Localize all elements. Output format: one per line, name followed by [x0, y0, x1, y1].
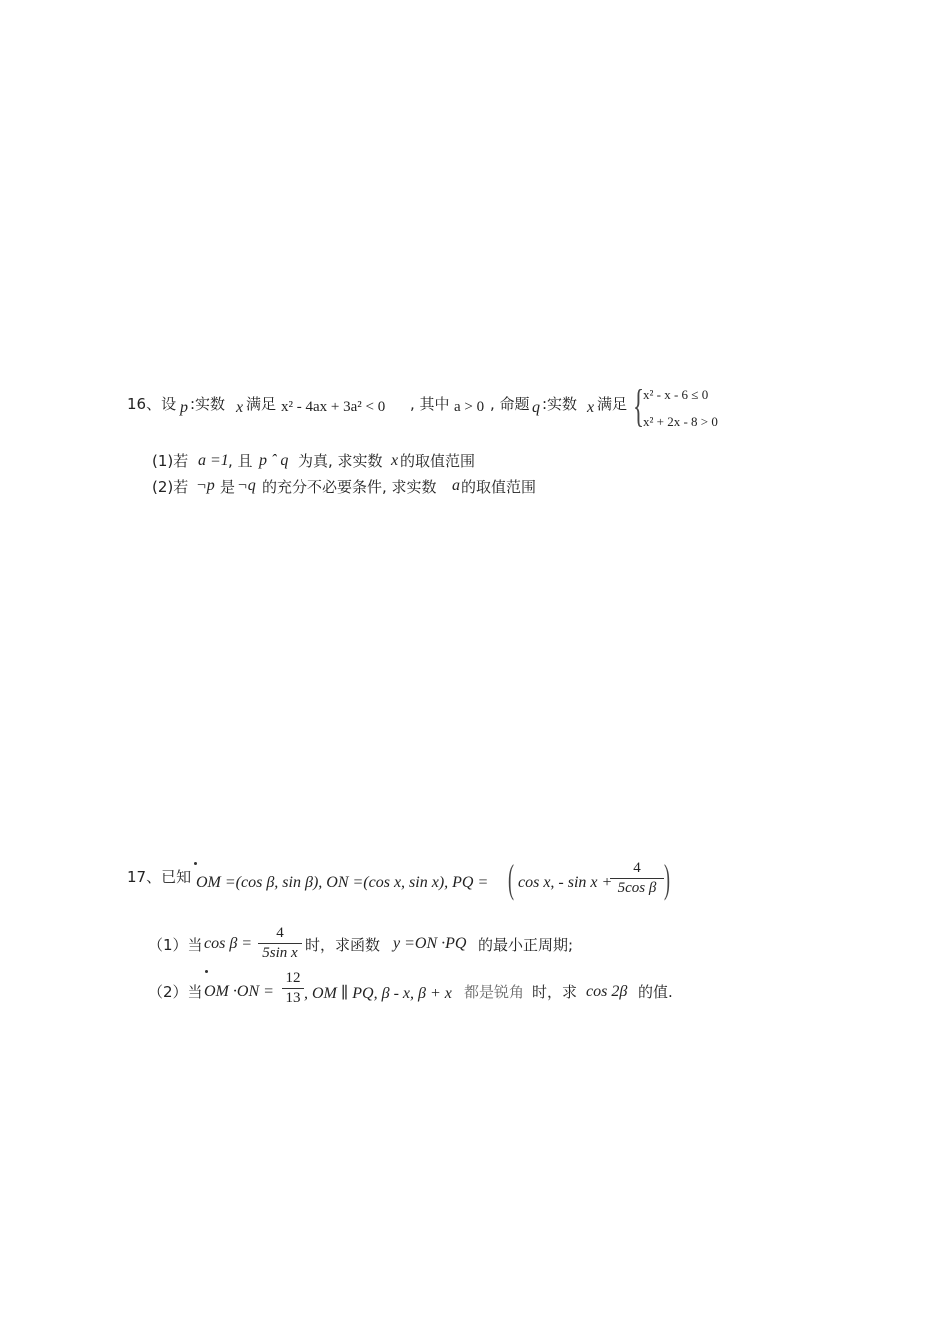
part-2-cos-2beta: cos 2β	[586, 983, 628, 1000]
part-1-prefix: (1)若	[152, 452, 189, 470]
pq-fraction-denominator: 5cos β	[617, 880, 657, 896]
part-1-mid: , 且	[228, 452, 253, 470]
part-1-cos-beta: cos β =	[204, 935, 253, 952]
part-2-a: a	[452, 477, 460, 494]
right-paren: )	[664, 856, 670, 901]
inequality-p: x² - 4ax + 3a² < 0	[281, 399, 386, 415]
part-2-not-q: ¬q	[237, 477, 256, 494]
vector-arrow-mark-2	[205, 970, 208, 973]
left-paren: (	[508, 856, 514, 901]
problem-17-number: 17、已知	[127, 868, 192, 886]
part-2-fraction-numerator: 12	[282, 970, 304, 989]
part-2-conditions: , OM ∥ PQ, β - x, β + x	[304, 985, 452, 1002]
var-q: q	[532, 399, 540, 416]
part-1-suffix: 为真, 求实数	[298, 452, 383, 470]
part-2-mid: 是	[220, 478, 236, 496]
text-manzu-2: 满足	[597, 395, 628, 413]
part-2-prefix: (2)若	[152, 478, 189, 496]
system-line-2: x² + 2x - 8 > 0	[643, 414, 718, 429]
part-1-mid-17: 时，求函数	[305, 936, 381, 954]
part-1-a: a =1	[198, 452, 229, 469]
part-1-fraction	[258, 925, 302, 962]
part-2-mid-17: 时，求	[532, 983, 578, 1001]
pq-fraction	[610, 860, 664, 897]
part-1-fraction-numerator: 4	[258, 925, 302, 944]
part-1-function: y =ON ·PQ	[393, 935, 467, 952]
part-2-end: 的取值范围	[461, 478, 537, 496]
part-2-suffix: 的充分不必要条件, 求实数	[262, 478, 437, 496]
pq-fraction-numerator: 4	[610, 860, 664, 879]
part-2-prefix-17: （2）当	[148, 983, 203, 1001]
pq-vector-components: cos x, - sin x +	[518, 874, 613, 891]
part-2-fraction-denominator: 13	[285, 990, 301, 1006]
part-1-end: 的取值范围	[400, 452, 476, 470]
var-x: x	[236, 399, 244, 416]
part-2-fraction	[282, 970, 304, 1007]
text-shishu-2: :实数	[542, 395, 578, 413]
text-mingti: , 命题	[490, 395, 530, 413]
condition-a: a > 0	[454, 399, 485, 415]
text-qizhong: , 其中	[410, 395, 450, 413]
vector-arrow-mark	[194, 862, 197, 865]
text-manzu: 满足	[246, 395, 277, 413]
part-2-not-p: ¬p	[196, 477, 215, 494]
part-2-acute: 都是锐角	[464, 983, 525, 1001]
part-1-fraction-denominator: 5sin x	[262, 945, 298, 961]
part-2-end-17: 的值.	[638, 983, 673, 1001]
system-line-1: x² - x - 6 ≤ 0	[643, 387, 709, 402]
var-x-2: x	[587, 399, 595, 416]
problem-16-number: 16、设	[127, 395, 177, 413]
vector-definitions: OM =(cos β, sin β), ON =(cos x, sin x), PQ =	[196, 874, 489, 891]
part-1-pq: p ˆ q	[259, 452, 289, 469]
part-1-x: x	[391, 452, 399, 469]
text-shishu: :实数	[190, 395, 226, 413]
part-2-dot-product: OM ·ON =	[204, 983, 274, 1000]
system-brace: {	[633, 380, 645, 431]
part-1-prefix-17: （1）当	[148, 936, 203, 954]
part-1-end-17: 的最小正周期;	[478, 936, 574, 954]
var-p: p	[180, 399, 188, 416]
